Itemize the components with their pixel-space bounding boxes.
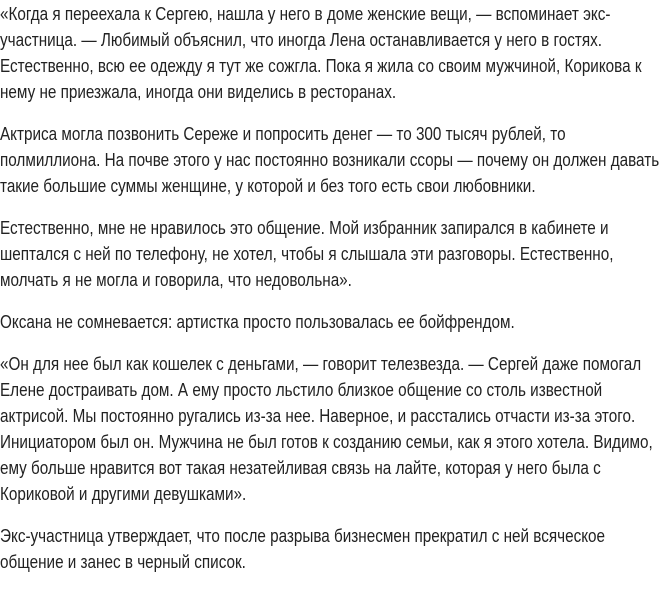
paragraph: «Он для нее был как кошелек с деньгами, — говорит телезвезда. — Сергей даже помогал Елене достраивать дом. А ему просто льстило близкое общение со столь известной актрисой. Мы постоянно ругались из-за нее. Наверное, и расстались отчасти из-за этого. Инициатором был он. Мужчина не был готов к созданию семьи, как я этого хотела. Видимо, ему больше нравится вот такая незатейливая связь на лайте, которая у него была с Кориковой и другими девушками». bbox=[0, 354, 653, 504]
paragraph: Оксана не сомневается: артистка просто пользовалась ее бойфрендом. bbox=[0, 312, 515, 332]
paragraph: Актриса могла позвонить Сереже и попросить денег — то 300 тысяч рублей, то полмиллиона. На почве этого у нас постоянно возникали ссоры — почему он должен давать такие большие суммы женщине, у которой и без того есть свои любовники. bbox=[0, 124, 660, 196]
paragraph: Экс-участница утверждает, что после разрыва бизнесмен прекратил с ней всяческое общение и занес в черный список. bbox=[0, 526, 606, 572]
paragraph: Естественно, мне не нравилось это общение. Мой избранник запирался в кабинете и шептался с ней по телефону, не хотел, чтобы я слышала эти разговоры. Естественно, молчать я не могла и говорила, что недовольна». bbox=[0, 218, 614, 290]
paragraph: «Когда я переехала к Сергею, нашла у него в доме женские вещи, — вспоминает экс-участница. — Любимый объяснил, что иногда Лена останавливается у него в гостях. Естественно, всю ее одежду я тут же сожгла. Пока я жила со своим мужчиной, Корикова к нему не приезжала, иногда они виделись в ресторанах. bbox=[0, 4, 642, 102]
